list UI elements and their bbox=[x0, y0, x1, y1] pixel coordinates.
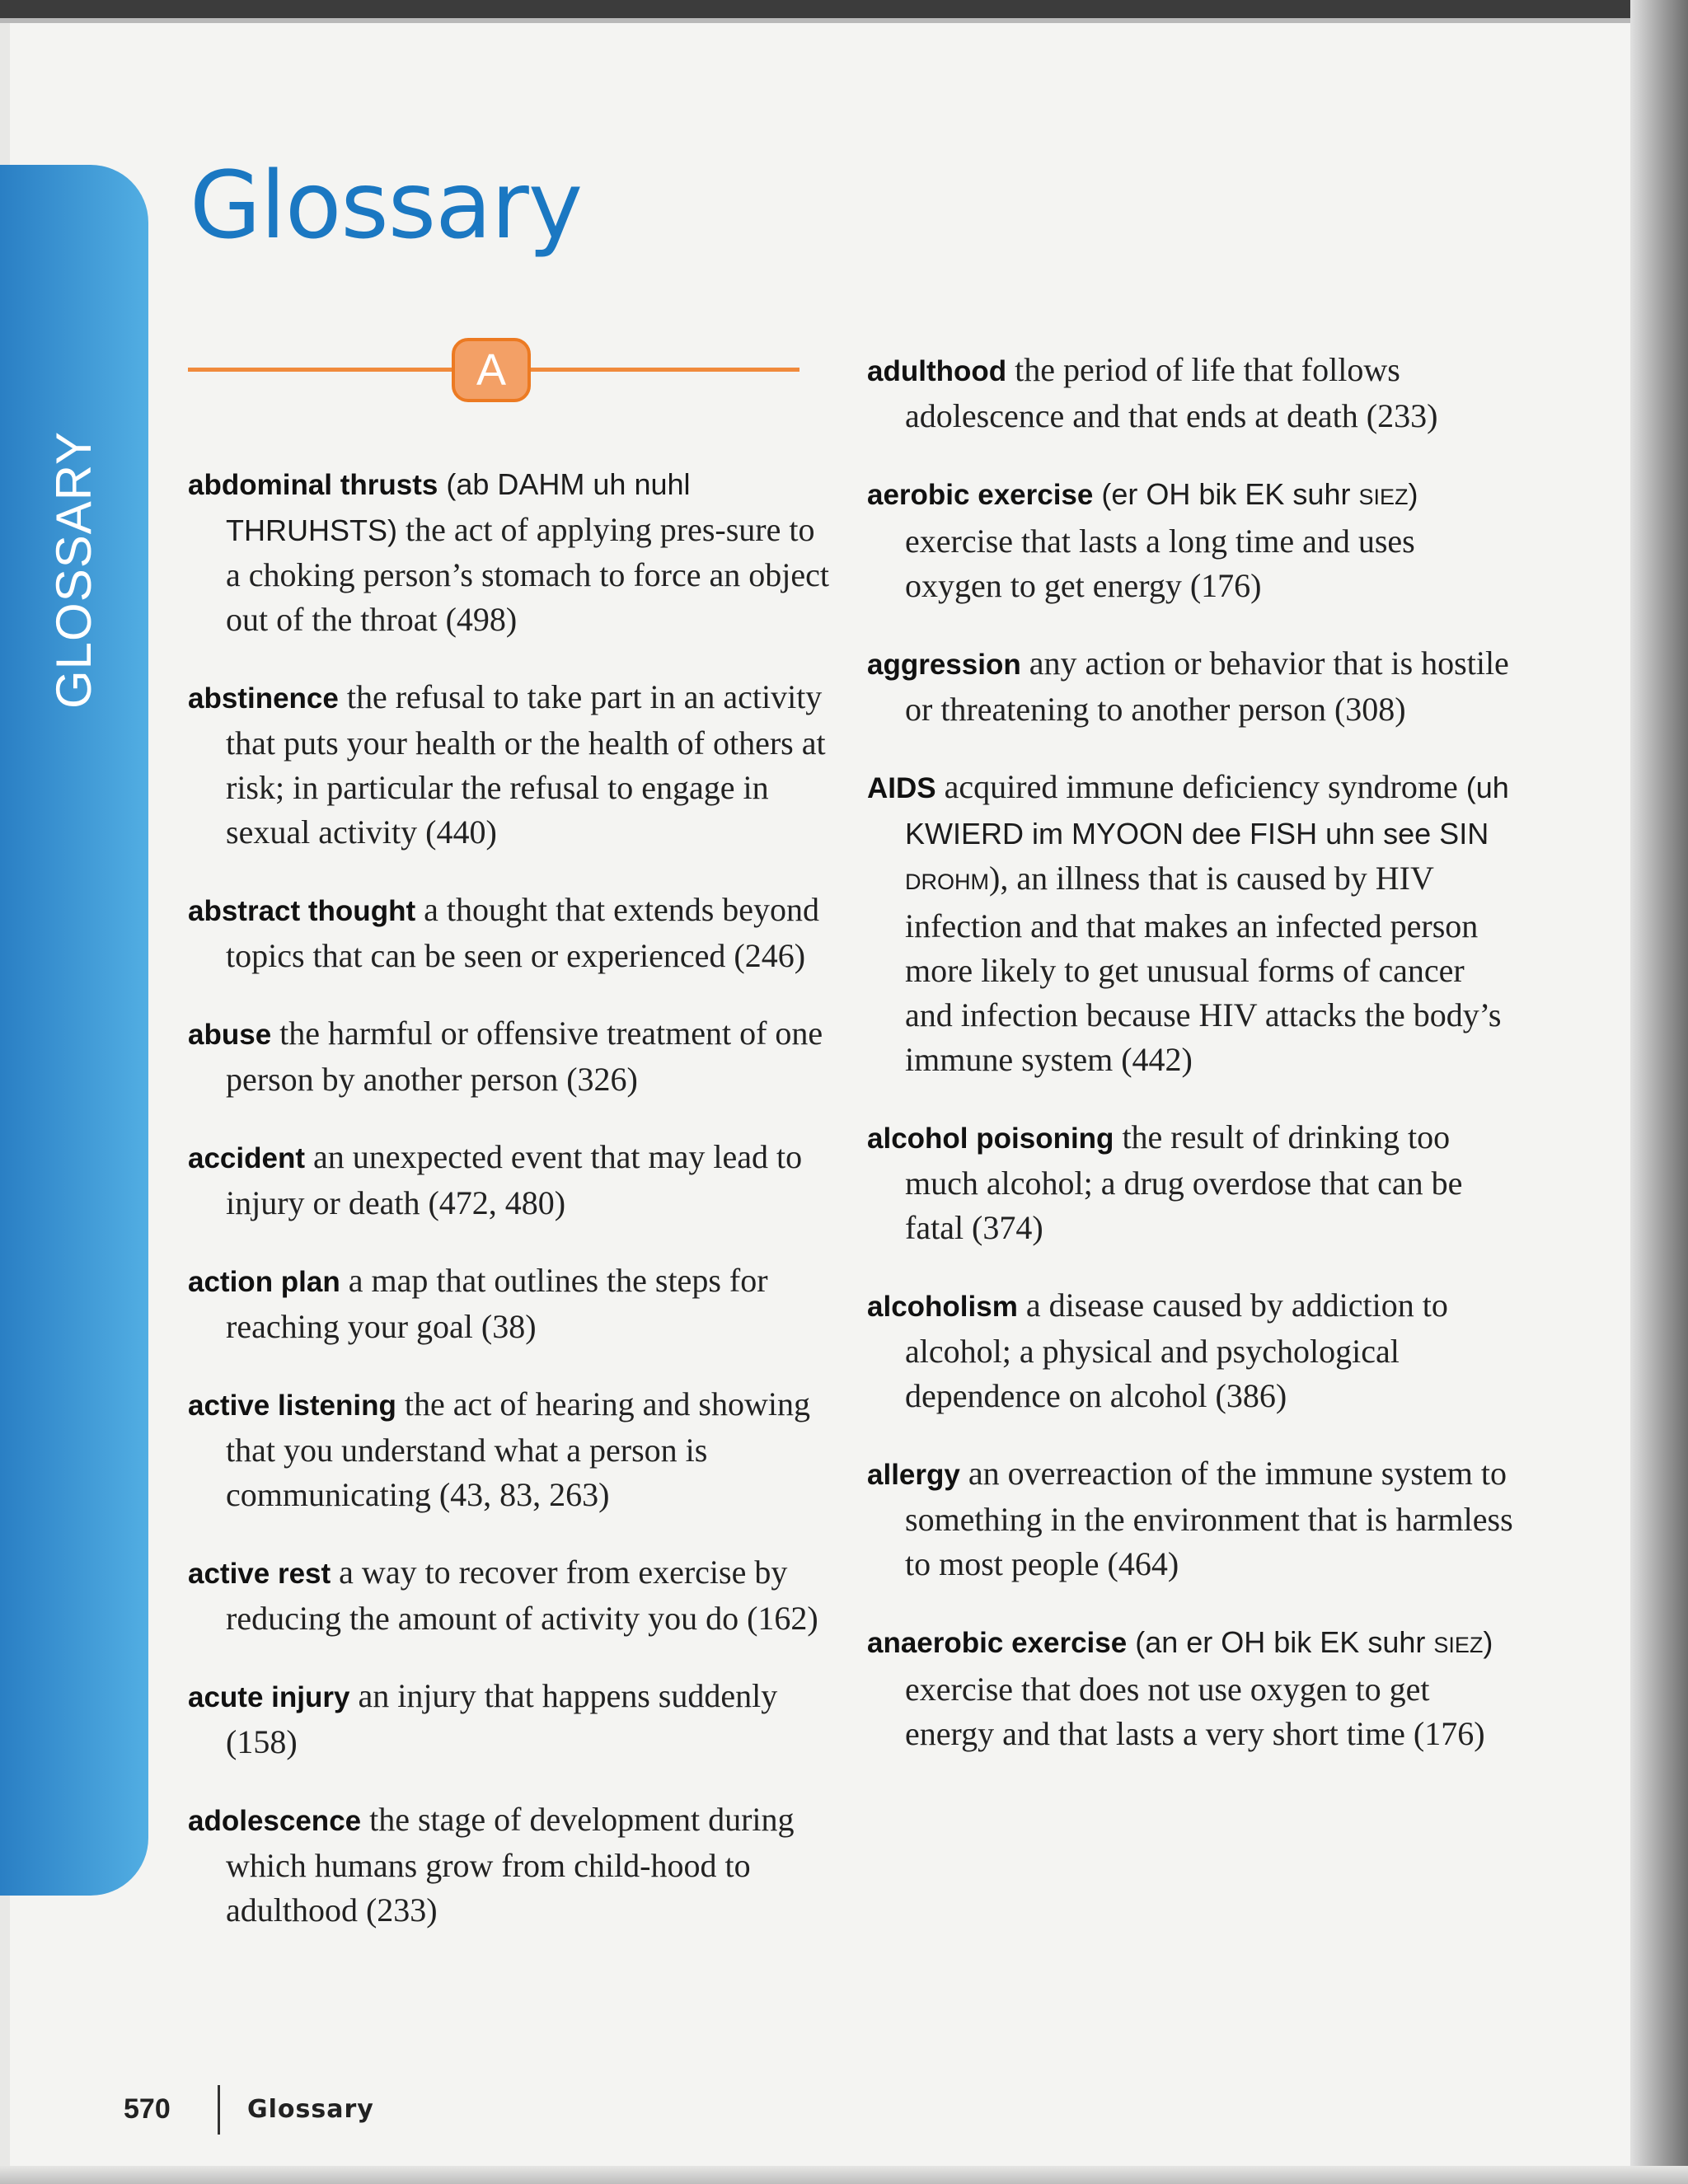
entry-term: abdominal thrusts bbox=[188, 469, 438, 501]
scan-top-shadow bbox=[0, 18, 1648, 23]
glossary-entry bbox=[867, 1115, 1518, 1250]
glossary-entry bbox=[188, 462, 831, 642]
entry-definition: exercise that lasts a long time and uses oxygen to get energy (176) bbox=[905, 523, 1415, 604]
entry-pronunciation-close: ) bbox=[1483, 1625, 1493, 1659]
glossary-entry bbox=[867, 1451, 1518, 1586]
section-divider bbox=[188, 338, 799, 404]
entry-term: alcoholism bbox=[867, 1291, 1018, 1323]
binding-shadow bbox=[1630, 0, 1688, 2184]
entry-term: action plan bbox=[188, 1266, 340, 1298]
glossary-entry bbox=[188, 1382, 831, 1517]
glossary-entry bbox=[188, 888, 831, 978]
scan-top-edge bbox=[0, 0, 1648, 18]
entry-definition: an unexpected event that may lead to injury or death (472, 480) bbox=[226, 1138, 803, 1221]
entry-term: accident bbox=[188, 1142, 305, 1174]
glossary-entry bbox=[188, 1135, 831, 1226]
glossary-entry bbox=[867, 348, 1518, 438]
entry-definition: the stage of development during which humans grow from child-hood to adulthood (233) bbox=[226, 1801, 795, 1929]
entry-pronunciation: (uh KWIERD im MYOON dee FISH uhn see SIN bbox=[905, 771, 1509, 851]
entry-pronunciation-smallcaps: DROHM bbox=[905, 869, 989, 894]
glossary-entry bbox=[867, 1283, 1518, 1418]
entry-term: active rest bbox=[188, 1558, 331, 1590]
entry-pronunciation-close: ), bbox=[989, 860, 1009, 897]
entry-pronunciation-close: ) bbox=[1408, 477, 1418, 511]
glossary-entry bbox=[867, 471, 1518, 608]
entry-definition: an illness that is caused by HIV infection and that makes an infected person more likely to get unusual forms of cancer and infection because HIV attacks the body’s immune system (442) bbox=[905, 860, 1502, 1078]
side-tab-label: GLOSSARY bbox=[46, 430, 101, 709]
entry-definition: the act of hearing and showing that you understand what a person is communicating (43, 83, 263) bbox=[226, 1385, 810, 1513]
section-letter-badge: A bbox=[452, 338, 531, 402]
footer-separator bbox=[218, 2085, 220, 2135]
entry-definition: the result of drinking too much alcohol; a drug overdose that can be fatal (374) bbox=[905, 1118, 1463, 1246]
entry-pronunciation: (an er OH bik EK suhr bbox=[1135, 1625, 1426, 1659]
entry-term: alcohol poisoning bbox=[867, 1122, 1114, 1155]
entry-definition: an injury that happens suddenly (158) bbox=[226, 1677, 778, 1760]
entry-term: adolescence bbox=[188, 1805, 362, 1837]
entry-term: AIDS bbox=[867, 772, 936, 804]
entry-definition: the act of applying pres-sure to a choking person’s stomach to force an object out of the throat (498) bbox=[226, 511, 829, 638]
entry-pronunciation-smallcaps: SIEZ bbox=[1433, 1633, 1484, 1657]
entry-definition: exercise that does not use oxygen to get energy and that lasts a very short time (176) bbox=[905, 1671, 1485, 1752]
entry-term: allergy bbox=[867, 1459, 960, 1491]
glossary-entry bbox=[188, 1797, 831, 1933]
glossary-entry bbox=[188, 675, 831, 855]
entry-term: abstract thought bbox=[188, 895, 416, 927]
footer-section-label: Glossary bbox=[247, 2095, 374, 2124]
entry-term: aerobic exercise bbox=[867, 479, 1094, 511]
entry-definition: the refusal to take part in an activity that puts your health or the health of others at risk; in particular the refusal to engage in sexual activity (440) bbox=[226, 678, 826, 851]
glossary-entry bbox=[867, 641, 1518, 732]
glossary-column-right bbox=[867, 315, 1518, 1768]
entry-term: adulthood bbox=[867, 355, 1007, 387]
page-title: Glossary bbox=[190, 152, 583, 260]
entry-pronunciation-smallcaps: SIEZ bbox=[1358, 485, 1409, 509]
scan-bottom-edge bbox=[0, 2166, 1688, 2184]
entry-term: acute injury bbox=[188, 1681, 350, 1713]
entry-definition: an overreaction of the immune system to something in the environment that is harmless to most people (464) bbox=[905, 1455, 1513, 1582]
entry-definition: the period of life that follows adolescence and that ends at death (233) bbox=[905, 351, 1438, 434]
entry-term: abstinence bbox=[188, 682, 339, 715]
glossary-entry bbox=[188, 1258, 831, 1349]
entry-definition: a way to recover from exercise by reducing the amount of activity you do (162) bbox=[226, 1554, 818, 1637]
glossary-entry bbox=[188, 1550, 831, 1641]
glossary-entry bbox=[867, 765, 1518, 1082]
entry-term: active listening bbox=[188, 1390, 396, 1422]
glossary-side-tab bbox=[0, 165, 148, 1896]
entry-pronunciation: (ab DAHM uh nuhl THRUHSTS) bbox=[226, 467, 691, 547]
glossary-entry bbox=[867, 1619, 1518, 1756]
glossary-entry bbox=[188, 1011, 831, 1102]
page-number: 570 bbox=[124, 2093, 171, 2125]
entry-definition: a disease caused by addiction to alcohol; a physical and psychological dependence on alcohol (386) bbox=[905, 1286, 1448, 1414]
entry-term: anaerobic exercise bbox=[867, 1627, 1128, 1659]
entry-definition: any action or behavior that is hostile or threatening to another person (308) bbox=[905, 644, 1509, 728]
entry-expansion: acquired immune deficiency syndrome bbox=[944, 768, 1458, 805]
glossary-entry bbox=[188, 1674, 831, 1765]
entry-pronunciation: (er OH bik EK suhr bbox=[1101, 477, 1351, 511]
entry-definition: the harmful or offensive treatment of one person by another person (326) bbox=[226, 1015, 823, 1098]
entry-term: aggression bbox=[867, 649, 1021, 681]
glossary-column-left bbox=[188, 429, 831, 1944]
entry-definition: a map that outlines the steps for reaching your goal (38) bbox=[226, 1262, 768, 1345]
entry-term: abuse bbox=[188, 1019, 272, 1051]
entry-definition: a thought that extends beyond topics that can be seen or experienced (246) bbox=[226, 891, 820, 974]
